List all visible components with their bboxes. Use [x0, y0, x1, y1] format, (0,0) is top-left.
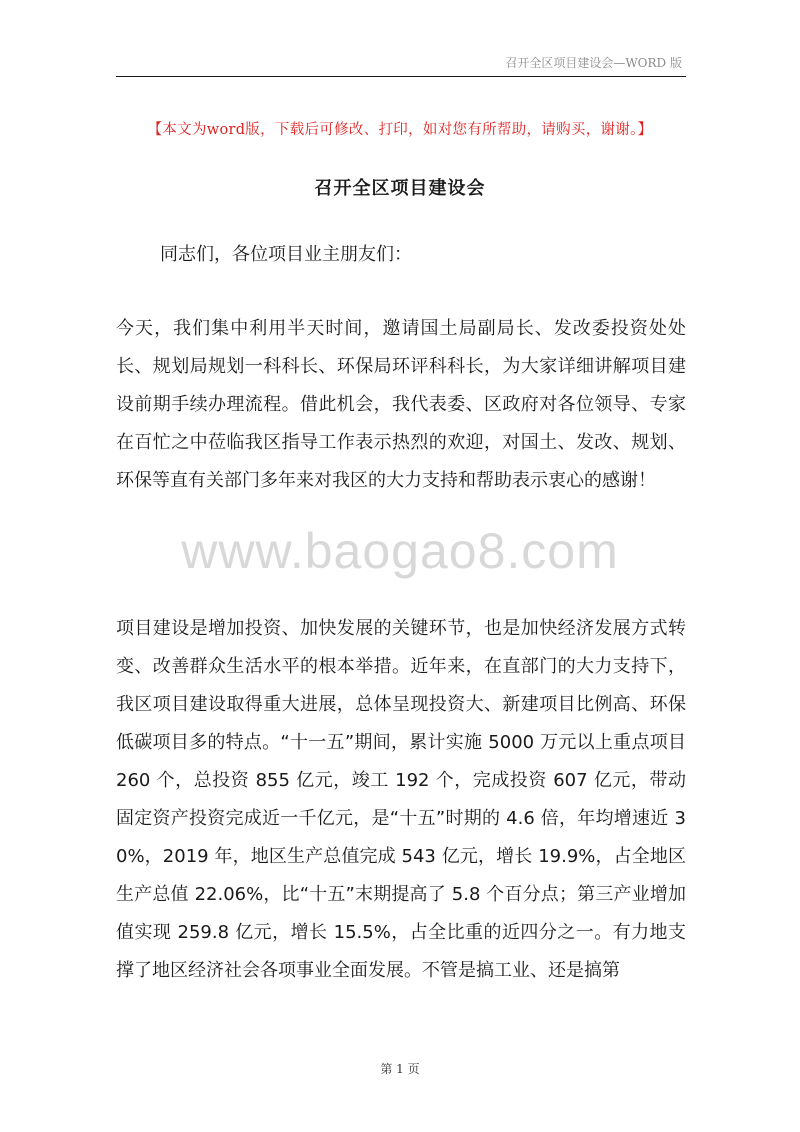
paragraph-welcome: 今天，我们集中利用半天时间，邀请国土局副局长、发改委投资处处长、规划局规划一科科长、环保局环评科科长，为大家详细讲解项目建设前期手续办理流程。借此机会，我代表委、区政府对各位领导、专家在百忙之中莅临我区指导工作表示热烈的欢迎，对国土、发改、规划、环保等直有关部门多年来对我区的大力支持和帮助表示衷心的感谢！: [116, 318, 686, 491]
watermark-text: www.baogao8.com: [181, 523, 619, 579]
paragraph-project-progress: 项目建设是增加投资、加快发展的关键环节，也是加快经济发展方式转变、改善群众生活水平的根本举措。近年来，在直部门的大力支持下，我区项目建设取得重大进展，总体呈现投资大、新建项目比例高、环保低碳项目多的特点。“十一五”期间，累计实施 5000 万元以上重点项目 260 个，总投资 855 亿元，竣工 192 个，完成投资 607 亿元，带动固定资产投资完成近一千亿元，是“十五”时期的 4.6 倍，年均增速近 30%，2019 年，地区生产总值完成 543 亿元，增长 19.9%，占全地区生产总值 22.06%，比“十五”末期提高了 5.8 个百分点；第三产业增加值实现 259.8 亿元，增长 15.5%，占全比重的近四分之一。有力地支撑了地区经济社会各项事业全面发展。不管是搞工业、还是搞第: [116, 618, 686, 981]
page-number: 第 1 页: [380, 1062, 420, 1076]
document-title: 召开全区项目建设会: [314, 178, 486, 199]
page-header-title: 召开全区项目建设会—WORD 版: [505, 56, 682, 70]
purchase-notice: 【本文为word版，下载后可修改、打印，如对您有所帮助，请购买，谢谢。】: [147, 122, 653, 138]
greeting-line: 同志们，各位项目业主朋友们：: [160, 244, 412, 265]
header-divider: [116, 76, 686, 77]
